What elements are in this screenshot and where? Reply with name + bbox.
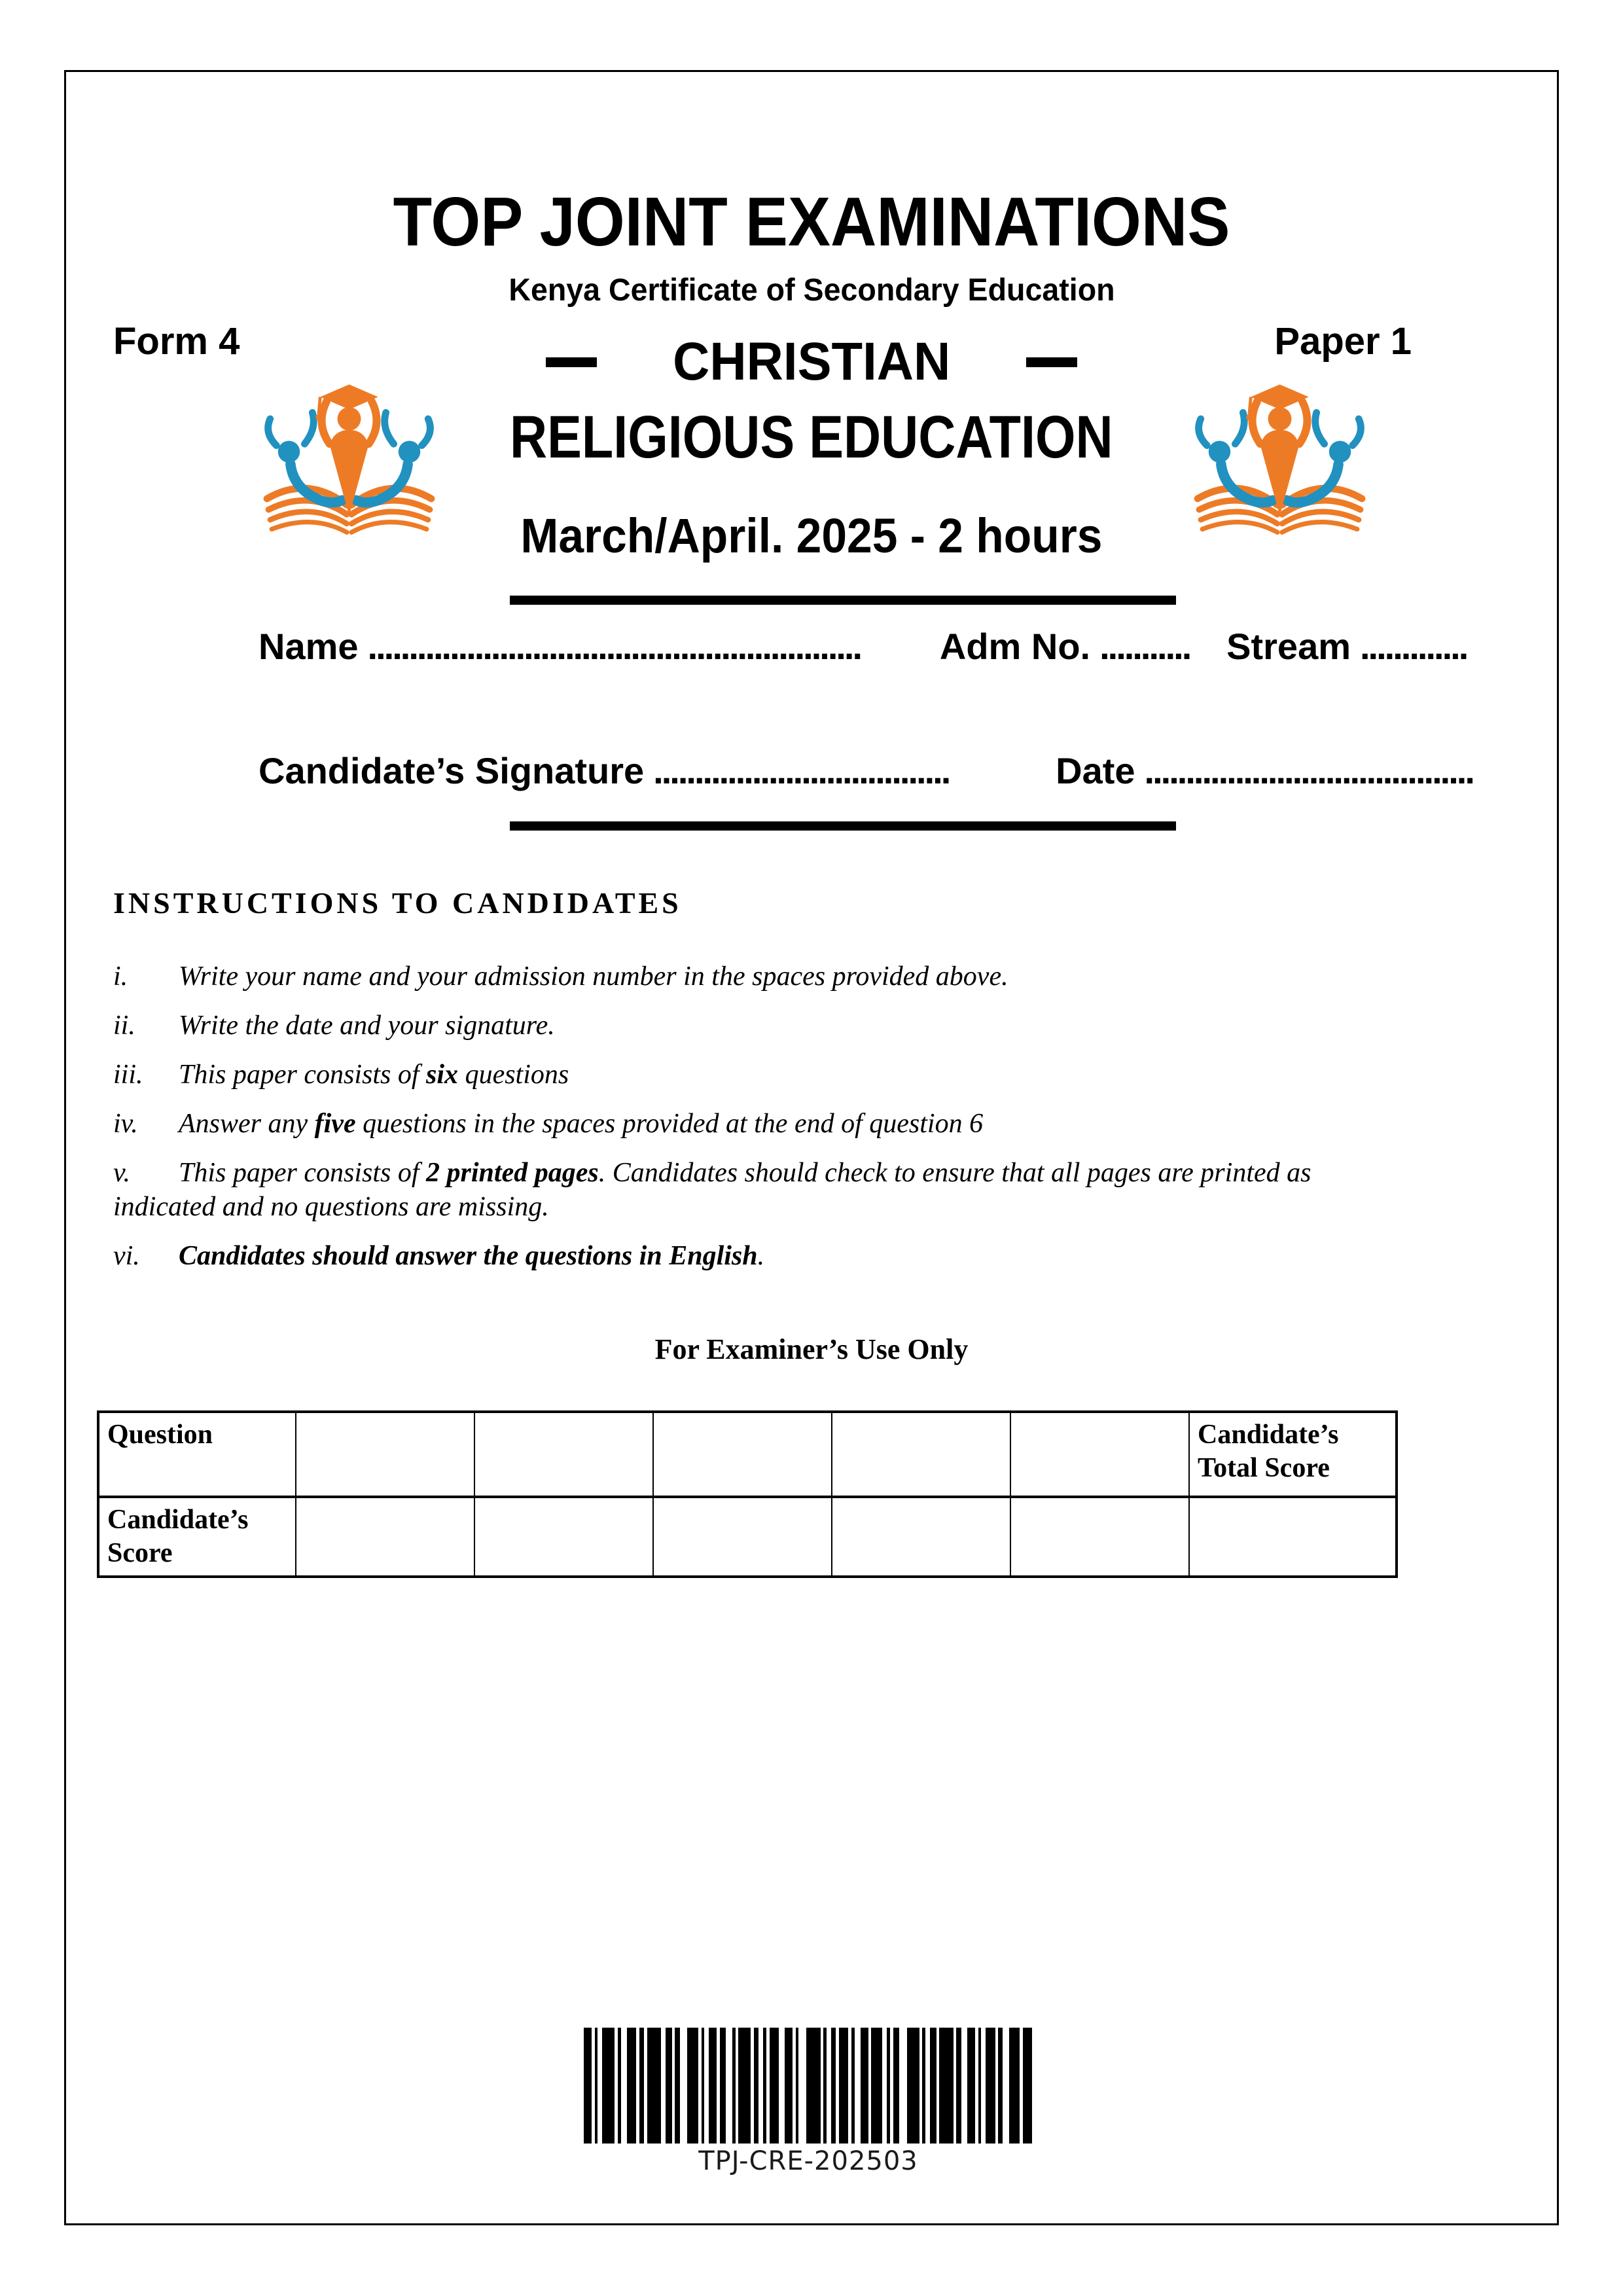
exam-board-title: [66, 183, 1557, 260]
barcode-bar: [675, 2028, 679, 2144]
barcode-label: TPJ-CRE-202503: [698, 2146, 918, 2176]
adm-no-label: Adm No.: [939, 626, 1091, 667]
barcode-bar: [861, 2028, 868, 2144]
barcode-gap: [882, 2028, 887, 2144]
subject-line1: CHRISTIAN: [672, 332, 951, 391]
barcode-bar: [1023, 2028, 1032, 2144]
certificate-subtitle-text: Kenya Certificate of Secondary Education: [508, 273, 1115, 308]
examiner-score-table: [97, 1410, 1398, 1578]
examiner-table-title: For Examiner’s Use Only: [654, 1333, 969, 1365]
signature-fill-field: ....................................: [653, 750, 950, 791]
exam-cover-page: [64, 70, 1559, 2225]
barcode-gap: [661, 2028, 666, 2144]
instruction-number: iv.: [113, 1109, 138, 1139]
name-label: Name: [259, 626, 359, 667]
barcode-bar: [998, 2028, 1003, 2144]
instruction-text: This paper consists of 2 printed pages. Candidates should check to ensure that all pages are printed as: [179, 1158, 1311, 1188]
barcode-gap: [779, 2028, 785, 2144]
question-header-cell: Question: [98, 1412, 296, 1497]
barcode-gap: [981, 2028, 986, 2144]
instruction-number: ii.: [113, 1011, 135, 1041]
instruction-item: [113, 1239, 1448, 1273]
exam-board-title-text: TOP JOINT EXAMINATIONS: [393, 183, 1230, 260]
table-row-question: [98, 1412, 1397, 1497]
signature-label: Candidate’s Signature: [259, 750, 645, 791]
barcode-bar: [1009, 2028, 1020, 2144]
barcode-bar: [930, 2028, 936, 2144]
barcode-bar: [602, 2028, 615, 2144]
barcode-gap: [704, 2028, 709, 2144]
barcode-bar: [831, 2028, 836, 2144]
barcode-gap: [961, 2028, 967, 2144]
instruction-item: [113, 1156, 1448, 1224]
barcode-bar: [986, 2028, 995, 2144]
dash-right-icon: [1026, 357, 1077, 367]
barcode-gap: [798, 2028, 806, 2144]
barcode-gap: [726, 2028, 732, 2144]
instruction-item: [113, 1009, 1448, 1043]
barcode-bar: [584, 2028, 592, 2144]
instruction-text: This paper consists of six questions: [179, 1060, 569, 1090]
barcode-gap: [621, 2028, 627, 2144]
name-fill-field: ............................................................: [367, 626, 861, 667]
score-cell: [653, 1497, 832, 1577]
barcode-bar: [839, 2028, 848, 2144]
date-label: Date: [1056, 750, 1135, 791]
instruction-text: Answer any five questions in the spaces provided at the end of question 6: [179, 1109, 984, 1139]
barcode-bar: [687, 2028, 698, 2144]
instructions-heading: INSTRUCTIONS TO CANDIDATES: [113, 886, 682, 920]
barcode-bar: [770, 2028, 779, 2144]
barcode-bar: [627, 2028, 636, 2144]
barcode-bar: [720, 2028, 726, 2144]
barcode-gap: [827, 2028, 831, 2144]
barcode-bar: [666, 2028, 671, 2144]
instruction-number: vi.: [113, 1241, 140, 1271]
total-score-cell: [1189, 1497, 1397, 1577]
instruction-text: Candidates should answer the questions in English.: [179, 1241, 765, 1271]
barcode-gap: [899, 2028, 907, 2144]
score-cell: [1010, 1497, 1189, 1577]
instructions-section: [113, 886, 1448, 1288]
barcode-bar: [907, 2028, 919, 2144]
barcode-bar: [639, 2028, 644, 2144]
instruction-text: Write the date and your signature.: [179, 1011, 555, 1041]
subject-title-row: [66, 332, 1557, 391]
instruction-text: Write your name and your admission number in the spaces provided above.: [179, 961, 1008, 992]
stream-fill-field: .............: [1360, 626, 1467, 667]
barcode-bar: [785, 2028, 793, 2144]
adm-no-fill-field: ...........: [1099, 626, 1190, 667]
question-cell: [296, 1412, 474, 1497]
score-header-cell: Candidate’s Score: [98, 1497, 296, 1577]
barcode-bar: [939, 2028, 953, 2144]
divider-rule-top: [510, 596, 1176, 605]
barcode-gap: [1003, 2028, 1008, 2144]
question-cell: [653, 1412, 832, 1497]
barcode-bar: [754, 2028, 758, 2144]
barcode-bar: [956, 2028, 961, 2144]
question-cell: [1010, 1412, 1189, 1497]
instruction-text-continued: indicated and no questions are missing.: [113, 1192, 549, 1222]
barcode-gap: [758, 2028, 763, 2144]
table-row-score: [98, 1497, 1397, 1577]
barcode-bar: [871, 2028, 882, 2144]
barcode-gap: [680, 2028, 688, 2144]
instruction-number: i.: [113, 961, 128, 992]
instructions-list: [113, 960, 1448, 1273]
date-fill-field: ........................................: [1144, 750, 1473, 791]
score-cell: [474, 1497, 653, 1577]
instruction-item: [113, 1058, 1448, 1092]
question-cell: [474, 1412, 653, 1497]
barcode-bar: [709, 2028, 717, 2144]
score-cell: [832, 1497, 1010, 1577]
signature-date-row: [259, 749, 1494, 792]
instruction-number: v.: [113, 1158, 131, 1188]
subject-line2: RELIGIOUS EDUCATION: [510, 404, 1113, 471]
instruction-item: [113, 1107, 1448, 1141]
barcode-bar: [738, 2028, 751, 2144]
paper-number-label: Paper 1: [1274, 320, 1412, 363]
barcode-bar: [806, 2028, 820, 2144]
barcode-bars: [584, 2028, 1033, 2144]
score-cell: [296, 1497, 474, 1577]
barcode-gap: [597, 2028, 602, 2144]
divider-rule-bottom: [510, 821, 1176, 831]
exam-session-line: March/April. 2025 - 2 hours: [520, 509, 1103, 563]
barcode-gap: [925, 2028, 930, 2144]
instruction-item: [113, 960, 1448, 994]
total-score-header-cell: Candidate’s Total Score: [1189, 1412, 1397, 1497]
barcode-gap: [855, 2028, 861, 2144]
name-adm-stream-row: [259, 625, 1494, 668]
question-cell: [832, 1412, 1010, 1497]
form-level-label: Form 4: [113, 320, 240, 363]
certificate-subtitle: [66, 275, 1557, 306]
instruction-number: iii.: [113, 1060, 143, 1090]
barcode-bar: [967, 2028, 975, 2144]
barcode-bar: [893, 2028, 899, 2144]
barcode: [584, 2028, 1033, 2176]
stream-label: Stream: [1226, 626, 1351, 667]
dash-left-icon: [546, 357, 597, 367]
barcode-bar: [647, 2028, 661, 2144]
